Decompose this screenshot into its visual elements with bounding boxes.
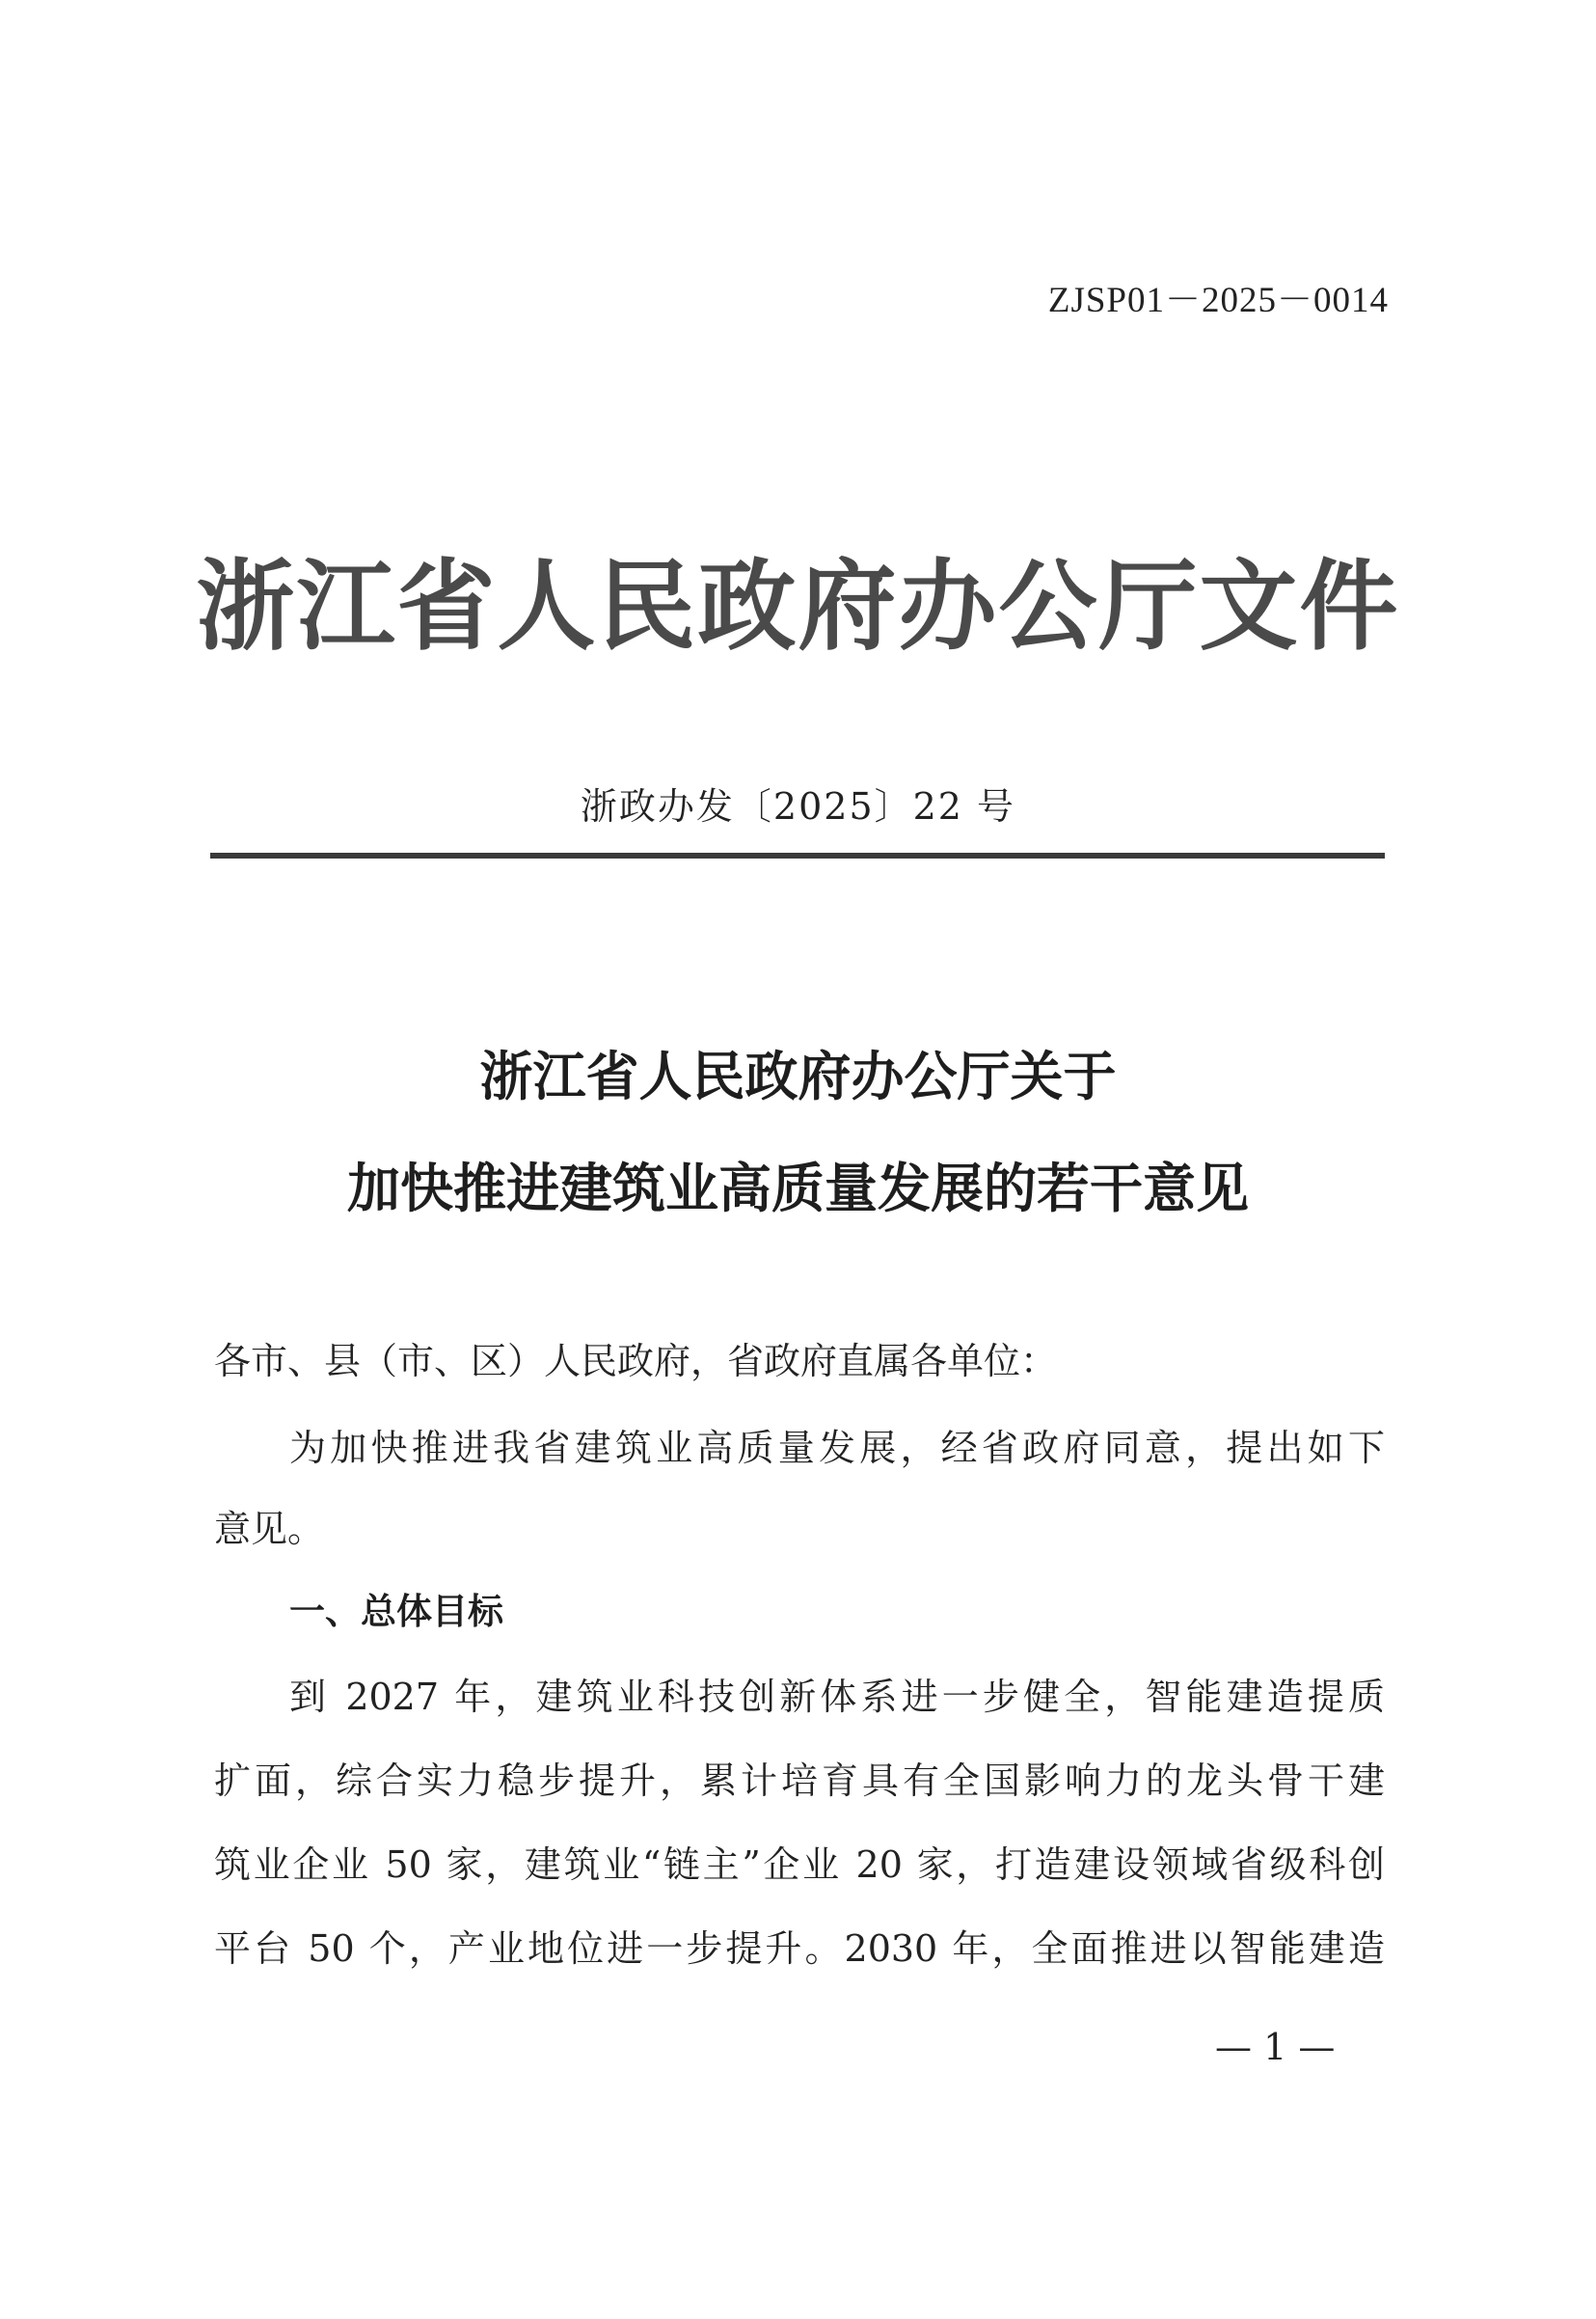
paragraph-line: 扩面，综合实力稳步提升，累计培育具有全国影响力的龙头骨干建: [214, 1760, 1385, 1802]
header-divider: [210, 853, 1385, 859]
document-code: ZJSP01－2025－0014: [1047, 281, 1389, 320]
document-title-line-2: 加快推进建筑业高质量发展的若干意见: [346, 1157, 1249, 1219]
paragraph-line: 平台 50 个，产业地位进一步提升。2030 年，全面推进以智能建造: [214, 1927, 1385, 1970]
intro-paragraph-line: 意见。: [214, 1508, 325, 1550]
page-number: — 1 —: [1215, 2026, 1336, 2068]
paragraph-line: 筑业企业 50 家，建筑业“链主”企业 20 家，打造建设领域省级科创: [214, 1843, 1385, 1886]
document-title-line-1: 浙江省人民政府办公厅关于: [479, 1045, 1117, 1107]
paragraph-line: 到 2027 年，建筑业科技创新体系进一步健全，智能建造提质: [289, 1676, 1385, 1718]
masthead-title: 浙江省人民政府办公厅文件: [196, 549, 1400, 665]
salutation: 各市、县（市、区）人民政府，省政府直属各单位：: [214, 1340, 1058, 1382]
section-heading: 一、总体目标: [289, 1591, 503, 1632]
document-number: 浙政办发〔2025〕22 号: [580, 785, 1016, 828]
intro-paragraph-line: 为加快推进我省建筑业高质量发展，经省政府同意，提出如下: [289, 1427, 1385, 1469]
